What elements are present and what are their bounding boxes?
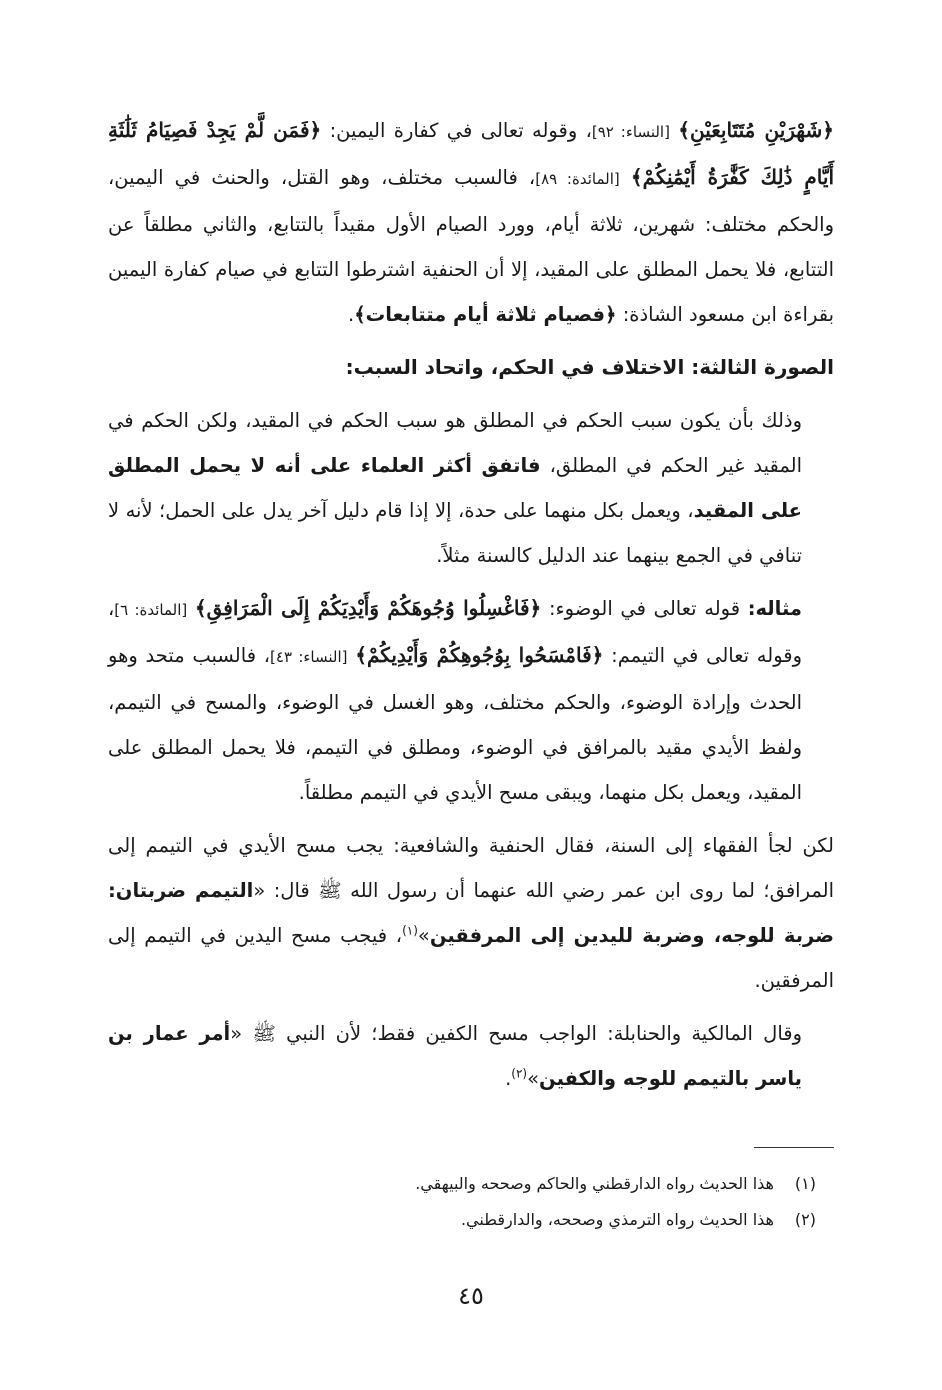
paragraph-text: وقال المالكية والحنابلة: الواجب مسح الكفين فقط؛ لأن النبي ﷺ « <box>230 1022 802 1045</box>
verse-reference: [المائدة: ٦] <box>114 601 188 619</box>
paragraph-text: » <box>417 924 430 947</box>
example-label: مثاله: <box>747 597 802 620</box>
paragraph-text: ، فالسبب مختلف، وهو القتل، والحنث في اليمين، والحكم مختلف: شهرين، ثلاثة أيام، وورد الصيام الأول مقيداً بالتتابع، والثاني مطلقاً عن التتابع، فلا يحمل المطلق على المقيد، إلا أن الحنفية اشترطوا التتابع في صيام كفارة اليمين بقراءة ابن مسعود الشاذة: <box>108 166 834 326</box>
reading-quote: ﴿فصيام ثلاثة أيام متتابعات﴾ <box>354 303 617 326</box>
paragraph-text: وذلك بأن يكون سبب الحكم في المطلق هو سبب الحكم في المقيد، ولكن الحكم في المقيد غير الحكم في المطلق، <box>108 409 802 477</box>
verse-reference: [النساء: ٤٣] <box>270 648 348 666</box>
footnote-item <box>108 1166 834 1202</box>
quran-verse: ﴿شَهْرَيْنِ مُتَتَابِعَيْنِ﴾ <box>678 118 834 142</box>
footnote-separator <box>754 1147 834 1148</box>
paragraph-third-case <box>108 398 834 578</box>
section-heading: الصورة الثالثة: الاختلاف في الحكم، واتحاد السبب: <box>345 355 834 379</box>
paragraph-text: ، فالسبب متحد وهو الحدث وإرادة الوضوء، والحكم مختلف، وهو الغسل في الوضوء، والمسح في التيمم، ولفظ الأيدي مقيد بالمرافق في الوضوء، ومطلق في التيمم، فلا يحمل المطلق على المقيد، ويعمل بكل منهما، ويبقى مسح الأيدي في التيمم مطلقاً. <box>108 644 802 804</box>
verse-reference: [النساء: ٩٢] <box>591 123 670 141</box>
hadith-quote: أمر عمار بن ياسر بالتيمم للوجه والكفين <box>108 1022 802 1090</box>
paragraph-text: ، ويعمل بكل منهما على حدة، إلا إذا قام دليل آخر يدل على الحمل؛ لأنه لا تنافي في الجمع بينهما عند الدليل كالسنة مثلاً. <box>108 499 802 567</box>
footnote-text: هذا الحديث رواه الدارقطني والحاكم وصححه والبيهقي. <box>415 1174 774 1193</box>
paragraph-hanafi-shafii <box>108 823 834 1003</box>
bold-ruling: فاتفق أكثر العلماء على أنه لا يحمل المطلق على المقيد <box>108 454 802 522</box>
footnote-number: (٢) <box>794 1210 816 1229</box>
page-number: ٤٥ <box>458 1282 484 1310</box>
hadith-quote: التيمم ضربتان: ضربة للوجه، وضربة لليدين إلى المرفقين <box>108 879 834 947</box>
paragraph-text: » <box>527 1067 540 1090</box>
footnote-item <box>108 1202 834 1238</box>
footnote-text: هذا الحديث رواه الترمذي وصححه، والدارقطني. <box>460 1210 774 1229</box>
paragraph-maliki-hanbali <box>108 1011 834 1101</box>
quran-verse: ﴿فَامْسَحُوا بِوُجُوهِكُمْ وَأَيْدِيكُمْ﴾ <box>355 643 604 667</box>
footnote-marker[interactable]: (١) <box>402 923 418 938</box>
quran-verse: ﴿فَمَن لَّمْ يَجِدْ فَصِيَامُ ثَلَٰثَةِ أَيَّامٍ ذَٰلِكَ كَفَّٰرَةُ أَيْمَٰنِكُمْ﴾ <box>108 118 835 189</box>
paragraph-text: . <box>505 1067 512 1090</box>
paragraph-text: ، وقوله تعالى في كفارة اليمين: <box>329 119 592 142</box>
footnote-marker[interactable]: (٢) <box>511 1066 528 1081</box>
paragraph-text: ، وقوله تعالى في التيمم: <box>108 597 803 667</box>
paragraph-text: ، فيجب مسح اليدين في التيمم إلى المرفقين. <box>108 924 834 992</box>
footnote-number: (١) <box>794 1174 816 1193</box>
paragraph-text: قوله تعالى في الوضوء: <box>548 597 741 620</box>
paragraph-text: . <box>348 303 355 326</box>
verse-reference: [المائدة: ٨٩] <box>535 170 620 188</box>
paragraph-expiation-oath <box>108 108 834 337</box>
paragraph-text: لكن لجأ الفقهاء إلى السنة، فقال الحنفية والشافعية: يجب مسح الأيدي في التيمم إلى المرافق؛ لما روى ابن عمر رضي الله عنهما أن رسول الله ﷺ قال: « <box>108 834 834 902</box>
paragraph-example <box>108 586 834 815</box>
quran-verse: ﴿فَاغْسِلُوا وُجُوهَكُمْ وَأَيْدِيَكُمْ إِلَى الْمَرَافِقِ﴾ <box>194 596 542 620</box>
